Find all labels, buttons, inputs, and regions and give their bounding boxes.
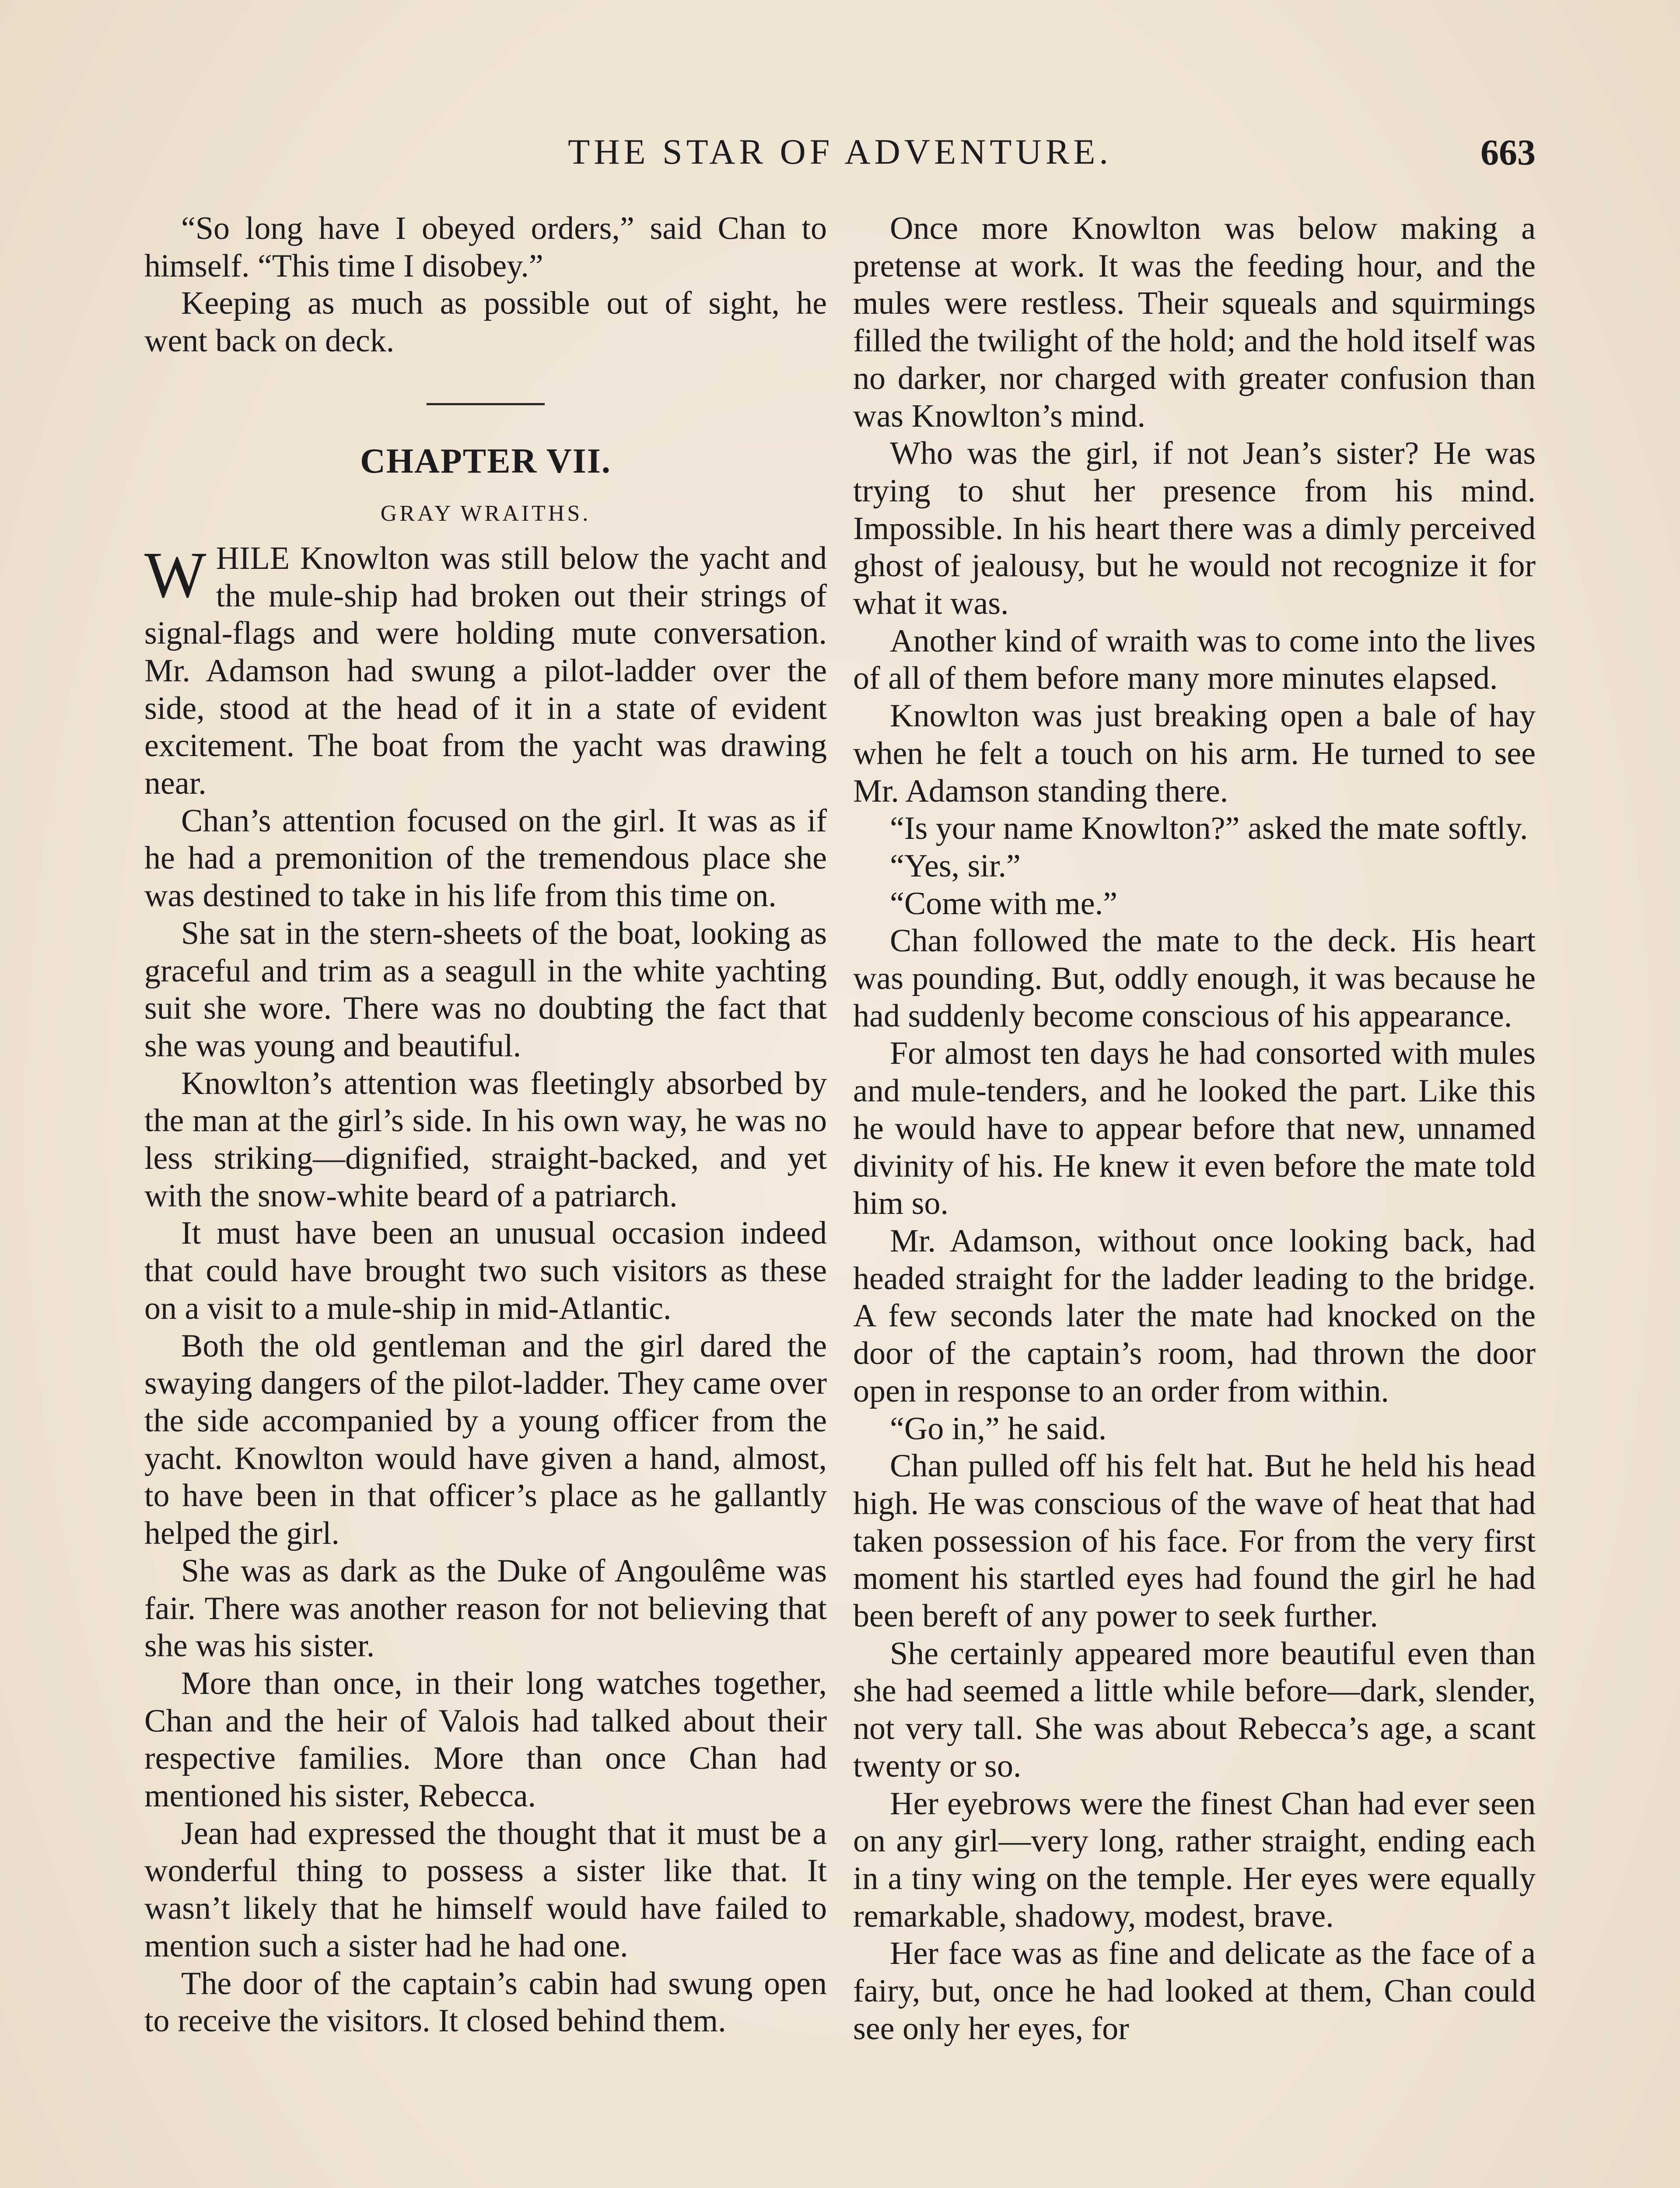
section-divider	[144, 360, 827, 435]
chapter-subtitle: GRAY WRAITHS.	[380, 501, 591, 526]
paragraph: “Is your name Knowlton?” asked the mate softly.	[890, 810, 1528, 847]
page-number: 663	[1480, 132, 1536, 173]
paragraph: Keeping as much as possible out of sight, he went back on deck.	[144, 285, 827, 359]
paragraph: Knowlton’s attention was fleetingly absorbed by the man at the girl’s side. In his own way, he was no less striking—dignified, straight-backed, and yet with the snow-white beard of a patriarch.	[144, 1065, 827, 1214]
paragraph: Once more Knowlton was below making a pretense at work. It was the feeding hour, and the mules were restless. Their squeals and squirmings filled the twilight of the hold; and the hold itself was no darker, nor charged with greater confusion than was Knowlton’s mind.	[853, 210, 1536, 434]
paragraph: She sat in the stern-sheets of the boat, looking as graceful and trim as a seagull in the white yachting suit she wore. There was no doubting the fact that she was young and beautiful.	[144, 915, 827, 1064]
left-column	[144, 210, 827, 2040]
paragraph: Her eyebrows were the finest Chan had ever seen on any girl—very long, rather straight, ending each in a tiny wing on the temple. Her eyes were equally remarkable, shadowy, modest, brave.	[853, 1785, 1536, 1934]
paragraph: Chan’s attention focused on the girl. It was as if he had a premonition of the tremendous place she was destined to take in his life from this time on.	[144, 803, 827, 914]
paragraph: Knowlton was just breaking open a bale of hay when he felt a touch on his arm. He turned to see Mr. Adamson standing there.	[853, 698, 1536, 809]
paragraph: Chan followed the mate to the deck. His heart was pounding. But, oddly enough, it was because he had suddenly become conscious of his appearance.	[853, 923, 1536, 1034]
running-title: THE STAR OF ADVENTURE.	[568, 132, 1112, 172]
paragraph: The door of the captain’s cabin had swung open to receive the visitors. It closed behind them.	[144, 1965, 827, 2039]
paragraph: For almost ten days he had consorted with mules and mule-tenders, and he looked the part. Like this he would have to appear before that new, unnamed divinity of his. He knew it even before the mate told him so.	[853, 1035, 1536, 1222]
paragraph: Both the old gentleman and the girl dared the swaying dangers of the pilot-ladder. They came over the side accompanied by a young officer from the yacht. Knowlton would have given a hand, almost, to have been in that officer’s place as he gallantly helped the girl.	[144, 1328, 827, 1552]
drop-cap: W	[144, 538, 206, 611]
divider-rule	[427, 403, 545, 405]
paragraph: “Yes, sir.”	[890, 848, 1021, 884]
paragraph: “Come with me.”	[890, 885, 1117, 922]
paragraph: She was as dark as the Duke of Angoulême was fair. There was another reason for not believing that she was his sister.	[144, 1553, 827, 1664]
paragraph: Jean had expressed the thought that it must be a wonderful thing to possess a sister like that. It wasn’t likely that he himself would have failed to mention such a sister had he had one.	[144, 1815, 827, 1964]
paragraph: She certainly appeared more beautiful even than she had seemed a little while before—dark, slender, not very tall. She was about Rebecca’s age, a scant twenty or so.	[853, 1635, 1536, 1784]
paragraph: Mr. Adamson, without once looking back, had headed straight for the ladder leading to the bridge. A few seconds later the mate had knocked on the door of the captain’s room, had thrown the door open in response to an order from within.	[853, 1223, 1536, 1409]
paragraph: “Go in,” he said.	[890, 1410, 1107, 1447]
paragraph: More than once, in their long watches together, Chan and the heir of Valois had talked about their respective families. More than once Chan had mentioned his sister, Rebecca.	[144, 1665, 827, 1814]
chapter-heading: CHAPTER VII.	[360, 442, 611, 480]
opening-paragraph: HILE Knowlton was still below the yacht and the mule-ship had broken out their strings of signal-flags and were holding mute conversation. Mr. Adamson had swung a pilot-ladder over the side, stood at the head of it in a state of evident excitement. The boat from the yacht was drawing near.	[144, 540, 827, 802]
running-head	[144, 131, 1536, 179]
right-column	[853, 210, 1536, 2048]
paragraph: Who was the girl, if not Jean’s sister? He was trying to shut her presence from his mind. Impossible. In his heart there was a dimly perceived ghost of jealousy, but he would not recognize it for what it was.	[853, 435, 1536, 622]
paragraph: It must have been an unusual occasion indeed that could have brought two such visitors as these on a visit to a mule-ship in mid-Atlantic.	[144, 1215, 827, 1326]
paragraph: Her face was as fine and delicate as the face of a fairy, but, once he had looked at them, Chan could see only her eyes, for	[853, 1936, 1536, 2047]
chapter-opening	[144, 540, 827, 803]
paragraph: “So long have I obeyed orders,” said Chan to himself. “This time I disobey.”	[144, 210, 827, 284]
paragraph: Another kind of wraith was to come into the lives of all of them before many more minutes elapsed.	[853, 623, 1536, 697]
paragraph: Chan pulled off his felt hat. But he held his head high. He was conscious of the wave of heat that had taken possession of his face. For from the very first moment his startled eyes had found the girl he had been bereft of any power to seek further.	[853, 1448, 1536, 1634]
